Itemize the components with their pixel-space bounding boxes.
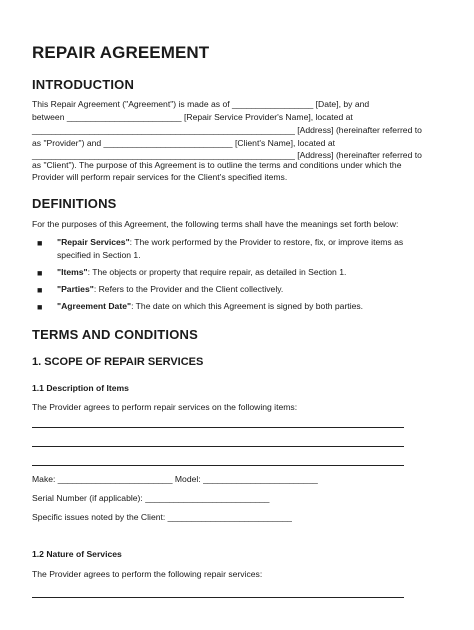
section1-heading: 1. SCOPE OF REPAIR SERVICES [32,356,204,368]
introduction-line: between ________________________ [Repair Service Provider's Name], located at [32,112,353,122]
definitions-heading: DEFINITIONS [32,196,117,211]
make-model-line: Make: ________________________ Model: ________________________ [32,474,318,484]
introduction-line: as "Client"). The purpose of this Agreement is to outline the terms and conditions under which the [32,160,402,170]
definition-text: : Refers to the Provider and the Client collectively. [93,284,284,294]
introduction-line: Provider will perform repair services for the Client's specified items. [32,172,288,182]
serial-number-line: Serial Number (if applicable): __________________________ [32,493,270,503]
subsection-1-2-intro: The Provider agrees to perform the following repair services: [32,569,263,579]
subsection-1-1-intro: The Provider agrees to perform repair services on the following items: [32,402,298,412]
blank-line[interactable] [32,427,404,428]
definition-term: "Items" [57,267,88,277]
subsection-1-2-heading: 1.2 Nature of Services [32,549,122,559]
definition-item [57,300,363,313]
introduction-heading: INTRODUCTION [32,77,135,92]
terms-heading: TERMS AND CONDITIONS [32,327,199,342]
definition-continuation: specified in Section 1. [57,250,141,260]
blank-line[interactable] [32,597,404,598]
bullet-marker: ■ [37,302,43,312]
introduction-line: This Repair Agreement ("Agreement") is made as of _________________ [Date], by and [32,99,370,109]
definition-term: "Repair Services" [57,237,130,247]
definition-text: : The objects or property that require repair, as detailed in Section 1. [87,267,347,277]
bullet-marker: ■ [37,238,43,248]
definition-term: "Agreement Date" [57,301,132,311]
definition-item [57,283,283,296]
bullet-marker: ■ [37,268,43,278]
introduction-line: _______________________________________________________ [Address] (hereinafter referred to [32,150,422,160]
bullet-marker: ■ [37,285,43,295]
definition-text: : The work performed by the Provider to restore, fix, or improve items as [129,237,404,247]
definition-item [57,266,346,279]
definition-term: "Parties" [57,284,94,294]
introduction-line: as "Provider") and ___________________________ [Client's Name], located at [32,138,336,148]
blank-line[interactable] [32,446,404,447]
specific-issues-line: Specific issues noted by the Client: __________________________ [32,512,292,522]
document-title: REPAIR AGREEMENT [32,43,210,62]
introduction-line: _______________________________________________________ [Address] (hereinafter referred to [32,125,422,135]
definitions-intro: For the purposes of this Agreement, the following terms shall have the meanings set forth below: [32,219,399,229]
subsection-1-1-heading: 1.1 Description of Items [32,383,129,393]
definition-item [57,236,403,249]
definition-text: : The date on which this Agreement is signed by both parties. [131,301,364,311]
blank-line[interactable] [32,465,404,466]
